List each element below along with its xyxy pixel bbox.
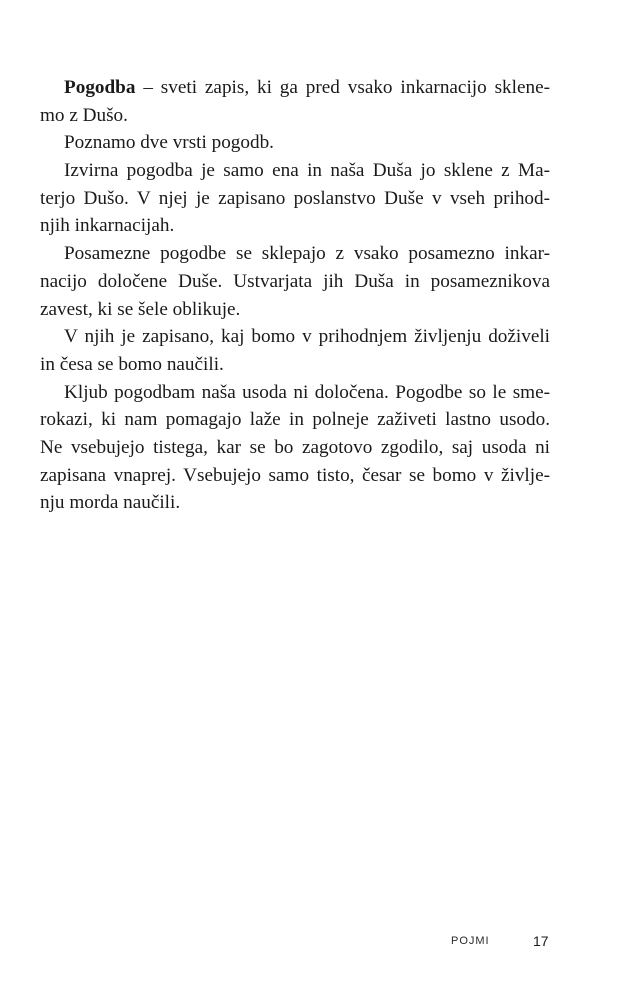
text-line [40,129,550,157]
line-text: V njih je zapisano, kaj bomo v prihodnjem življenju doživeli [64,326,550,348]
text-line [40,462,550,490]
text-line [40,489,550,517]
body-text [40,74,550,517]
line-text: in česa se bomo naučili. [40,353,224,375]
line-text: mo z Dušo. [40,104,128,126]
line-text: terjo Dušo. V njej je zapisano poslanstvo Duše v vseh prihod- [40,187,550,209]
line-text: rokazi, ki nam pomagajo laže in polneje zaživeti lastno usodo. [40,409,550,431]
line-text: Ne vsebujejo tistega, kar se bo zagotovo zgodilo, saj usoda ni [40,436,550,458]
text-line [40,296,550,324]
text-line [40,268,550,296]
line-text: Poznamo dve vrsti pogodb. [64,132,274,154]
line-text: nacijo določene Duše. Ustvarjata jih Duša in posameznikova [40,270,550,292]
line-text: zavest, ki se šele oblikuje. [40,298,241,320]
text-line [40,212,550,240]
text-line [40,323,550,351]
text-line [40,102,550,130]
section-label: POJMI [451,935,490,947]
line-text: nju morda naučili. [40,492,181,514]
page-footer [0,933,625,953]
line-text: njih inkarnacijah. [40,215,175,237]
text-line [40,379,550,407]
line-text: zapisana vnaprej. Vsebujejo samo tisto, česar se bomo v življe- [40,464,550,486]
line-text: – sveti zapis, ki ga pred vsako inkarnacijo sklene- [135,77,550,98]
text-line [40,406,550,434]
page-number: 17 [533,933,549,949]
text-line [40,434,550,462]
text-line [40,185,550,213]
line-text: Kljub pogodbam naša usoda ni določena. Pogodbe so le sme- [64,381,550,403]
text-line [40,74,550,102]
text-line [40,240,550,268]
term-heading: Pogodba [64,77,136,98]
line-text: Izvirna pogodba je samo ena in naša Duša jo sklene z Ma- [64,160,550,182]
text-line [40,351,550,379]
line-text: Posamezne pogodbe se sklepajo z vsako posamezno inkar- [64,243,550,265]
text-line [40,157,550,185]
